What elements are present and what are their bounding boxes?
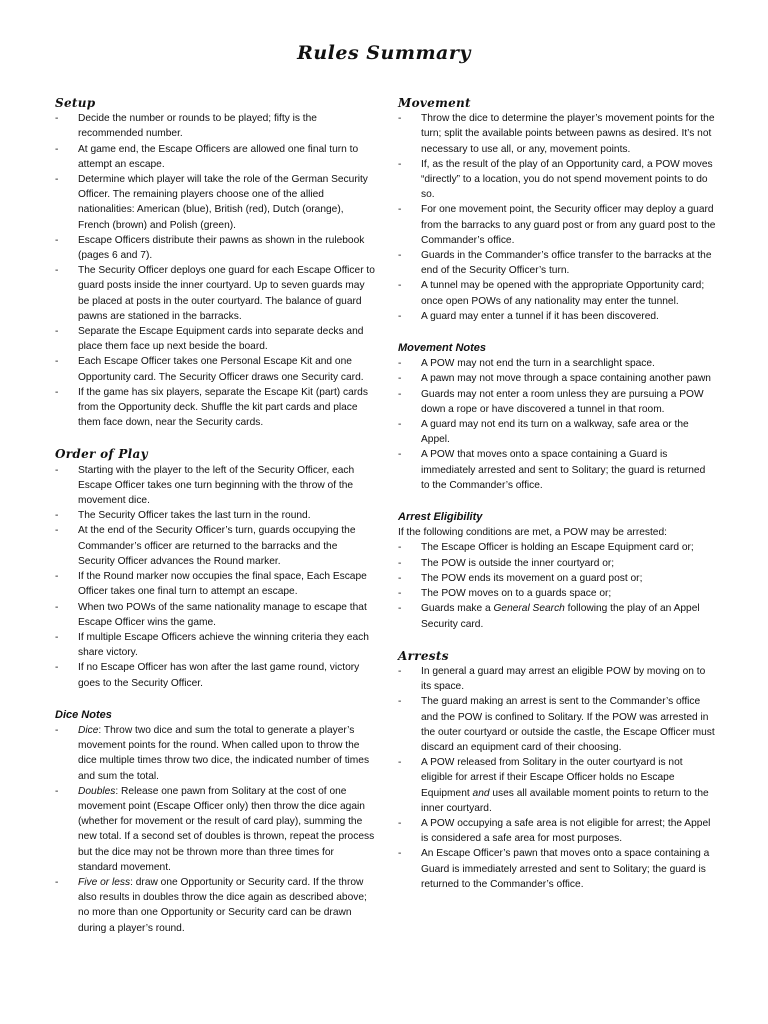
list-item: - A guard may not end its turn on a walkway, safe area or the Appel. (398, 417, 716, 447)
list-item: - Starting with the player to the left of the Security Officer, each Escape Officer takes one turn beginning with the throw of the movement dice. (55, 463, 375, 509)
list-item: - At the end of the Security Officer’s turn, guards occupying the Commander’s officer are returned to the barracks and the Security Officer advances the Round marker. (55, 523, 375, 569)
order-of-play-heading: Order of Play (55, 447, 148, 462)
five-or-less-text: : draw one Opportunity or Security card. If the throw also results in doubles throw the dice again as described above; no more than one Opportunity or Security card can be drawn during a player’s round. (78, 876, 367, 934)
list-item (398, 755, 716, 816)
movement-heading: Movement (398, 96, 471, 110)
movement-list (398, 111, 716, 324)
dice-term: Dice (78, 724, 99, 736)
text-span: A POW released from Solitary in the outer courtyard is not eligible for arrest if their Escape Officer holds no Escape Equipment (421, 757, 683, 799)
list-item: - The POW moves on to a guards space or; (398, 586, 716, 601)
list-item: - A POW occupying a safe area is not eligible for arrest; the Appel is considered a safe area for most purposes. (398, 816, 716, 846)
list-item (55, 875, 375, 936)
setup-heading: Setup (55, 96, 96, 110)
list-item: - If the game has six players, separate the Escape Kit (part) cards from the Opportunity deck. Shuffle the kit part cards and place them face down, near the Security cards. (55, 385, 375, 431)
list-item: - At game end, the Escape Officers are allowed one final turn to attempt an escape. (55, 142, 375, 172)
list-item: - For one movement point, the Security officer may deploy a guard from the barracks to any guard post or from any guard post to the Commander’s office. (398, 202, 716, 248)
arrest-eligibility-heading: Arrest Eligibility (398, 511, 483, 524)
list-item: - The POW is outside the inner courtyard or; (398, 556, 716, 571)
list-item: - Determine which player will take the role of the German Security Officer. The remaining players choose one of the allied nationalities: American (blue), British (red), Dutch (orange), French (brown) and Polish (green). (55, 172, 375, 233)
and-term: and (472, 787, 490, 799)
list-item: - The POW ends its movement on a guard post or; (398, 571, 716, 586)
list-item: - The Security Officer deploys one guard for each Escape Officer to guard posts inside the inner courtyard. Up to seven guards may be placed at posts in the outer courtyard. The balance of guard pawns are stationed in the barracks. (55, 263, 375, 324)
list-item: - A tunnel may be opened with the appropriate Opportunity card; once open POWs of any nationality may enter the tunnel. (398, 278, 716, 308)
list-item: - A pawn may not move through a space containing another pawn (398, 371, 716, 386)
text-span: Guards make a (421, 603, 494, 615)
dice-text: : Throw two dice and sum the total to generate a player’s movement points for the round. When called upon to throw the dice multiple times throw two dice, the indicated number of times and sum the total. (78, 724, 370, 782)
list-item: - If the Round marker now occupies the final space, Each Escape Officer takes one final turn to attempt an escape. (55, 569, 375, 599)
list-item: - When two POWs of the same nationality manage to escape that Escape Officer wins the game. (55, 600, 375, 630)
list-item: - Decide the number or rounds to be played; fifty is the recommended number. (55, 111, 375, 141)
setup-list (55, 111, 375, 430)
list-item: - A guard may enter a tunnel if it has been discovered. (398, 309, 716, 324)
list-item: - Throw the dice to determine the player’s movement points for the turn; split the available points between pawns as desired. It’s not necessary to use all, or any, movement points. (398, 111, 716, 157)
list-item: - The guard making an arrest is sent to the Commander’s office and the POW is confined to Solitary. If the POW was arrested in the outer courtyard or outside the castle, the Escape Officer must discard an equipment card of their choosing. (398, 694, 716, 755)
doubles-term: Doubles (78, 785, 116, 797)
left-column (55, 96, 375, 936)
dice-notes-list (55, 723, 375, 936)
text-span: uses all available moment points to return to the inner courtyard. (421, 787, 709, 814)
arrests-list (398, 664, 716, 892)
list-item: - If no Escape Officer has won after the last game round, victory goes to the Security Officer. (55, 660, 375, 690)
list-item: - The Security Officer takes the last turn in the round. (55, 508, 375, 523)
list-item: - Escape Officers distribute their pawns as shown in the rulebook (pages 6 and 7). (55, 233, 375, 263)
list-item: - Guards in the Commander’s office transfer to the barracks at the end of the Security Officer’s turn. (398, 248, 716, 278)
general-search-term: General Search (493, 603, 565, 615)
list-item (398, 601, 716, 631)
arrests-heading: Arrests (398, 648, 449, 663)
list-item: - If multiple Escape Officers achieve the winning criteria they each share victory. (55, 630, 375, 660)
list-item: - An Escape Officer’s pawn that moves onto a space containing a Guard is immediately arrested and sent to Solitary; the guard is returned to the Commander’s office. (398, 846, 716, 892)
list-item: - Each Escape Officer takes one Personal Escape Kit and one Opportunity card. The Security Officer draws one Security card. (55, 354, 375, 384)
list-item (55, 784, 375, 875)
order-of-play-list (55, 463, 375, 691)
arrest-eligibility-intro: If the following conditions are met, a POW may be arrested: (398, 527, 667, 539)
list-item: - Separate the Escape Equipment cards into separate decks and place them face up next beside the board. (55, 324, 375, 354)
doubles-text: : Release one pawn from Solitary at the cost of one movement point (Escape Officer only) then throw the dice again (whether for movement or the result of card play), summing the new total. If a second set of doubles is thrown, repeat the process but the dice may not be thrown more than three times for standard movement. (78, 785, 375, 873)
list-item (55, 723, 375, 784)
list-item: - A POW that moves onto a space containing a Guard is immediately arrested and sent to Solitary; the guard is returned to the Commander’s office. (398, 447, 716, 493)
five-or-less-term: Five or less (78, 876, 131, 888)
dice-notes-heading: Dice Notes (55, 708, 112, 721)
list-item: - Guards may not enter a room unless they are pursuing a POW down a rope or have discovered a tunnel in that room. (398, 387, 716, 417)
list-item: - A POW may not end the turn in a searchlight space. (398, 356, 716, 371)
list-item: - If, as the result of the play of an Opportunity card, a POW moves “directly” to a location, you do not spend movement points to do so. (398, 157, 716, 203)
text-span: following the play of an Appel Security card. (421, 603, 700, 630)
list-item: - In general a guard may arrest an eligible POW by moving on to its space. (398, 664, 716, 694)
list-item: - The Escape Officer is holding an Escape Equipment card or; (398, 540, 716, 555)
page-title: Rules Summary (297, 42, 471, 64)
movement-notes-list (398, 356, 716, 493)
movement-notes-heading: Movement Notes (398, 342, 487, 355)
right-column (398, 96, 716, 892)
arrest-eligibility-list (398, 540, 716, 631)
